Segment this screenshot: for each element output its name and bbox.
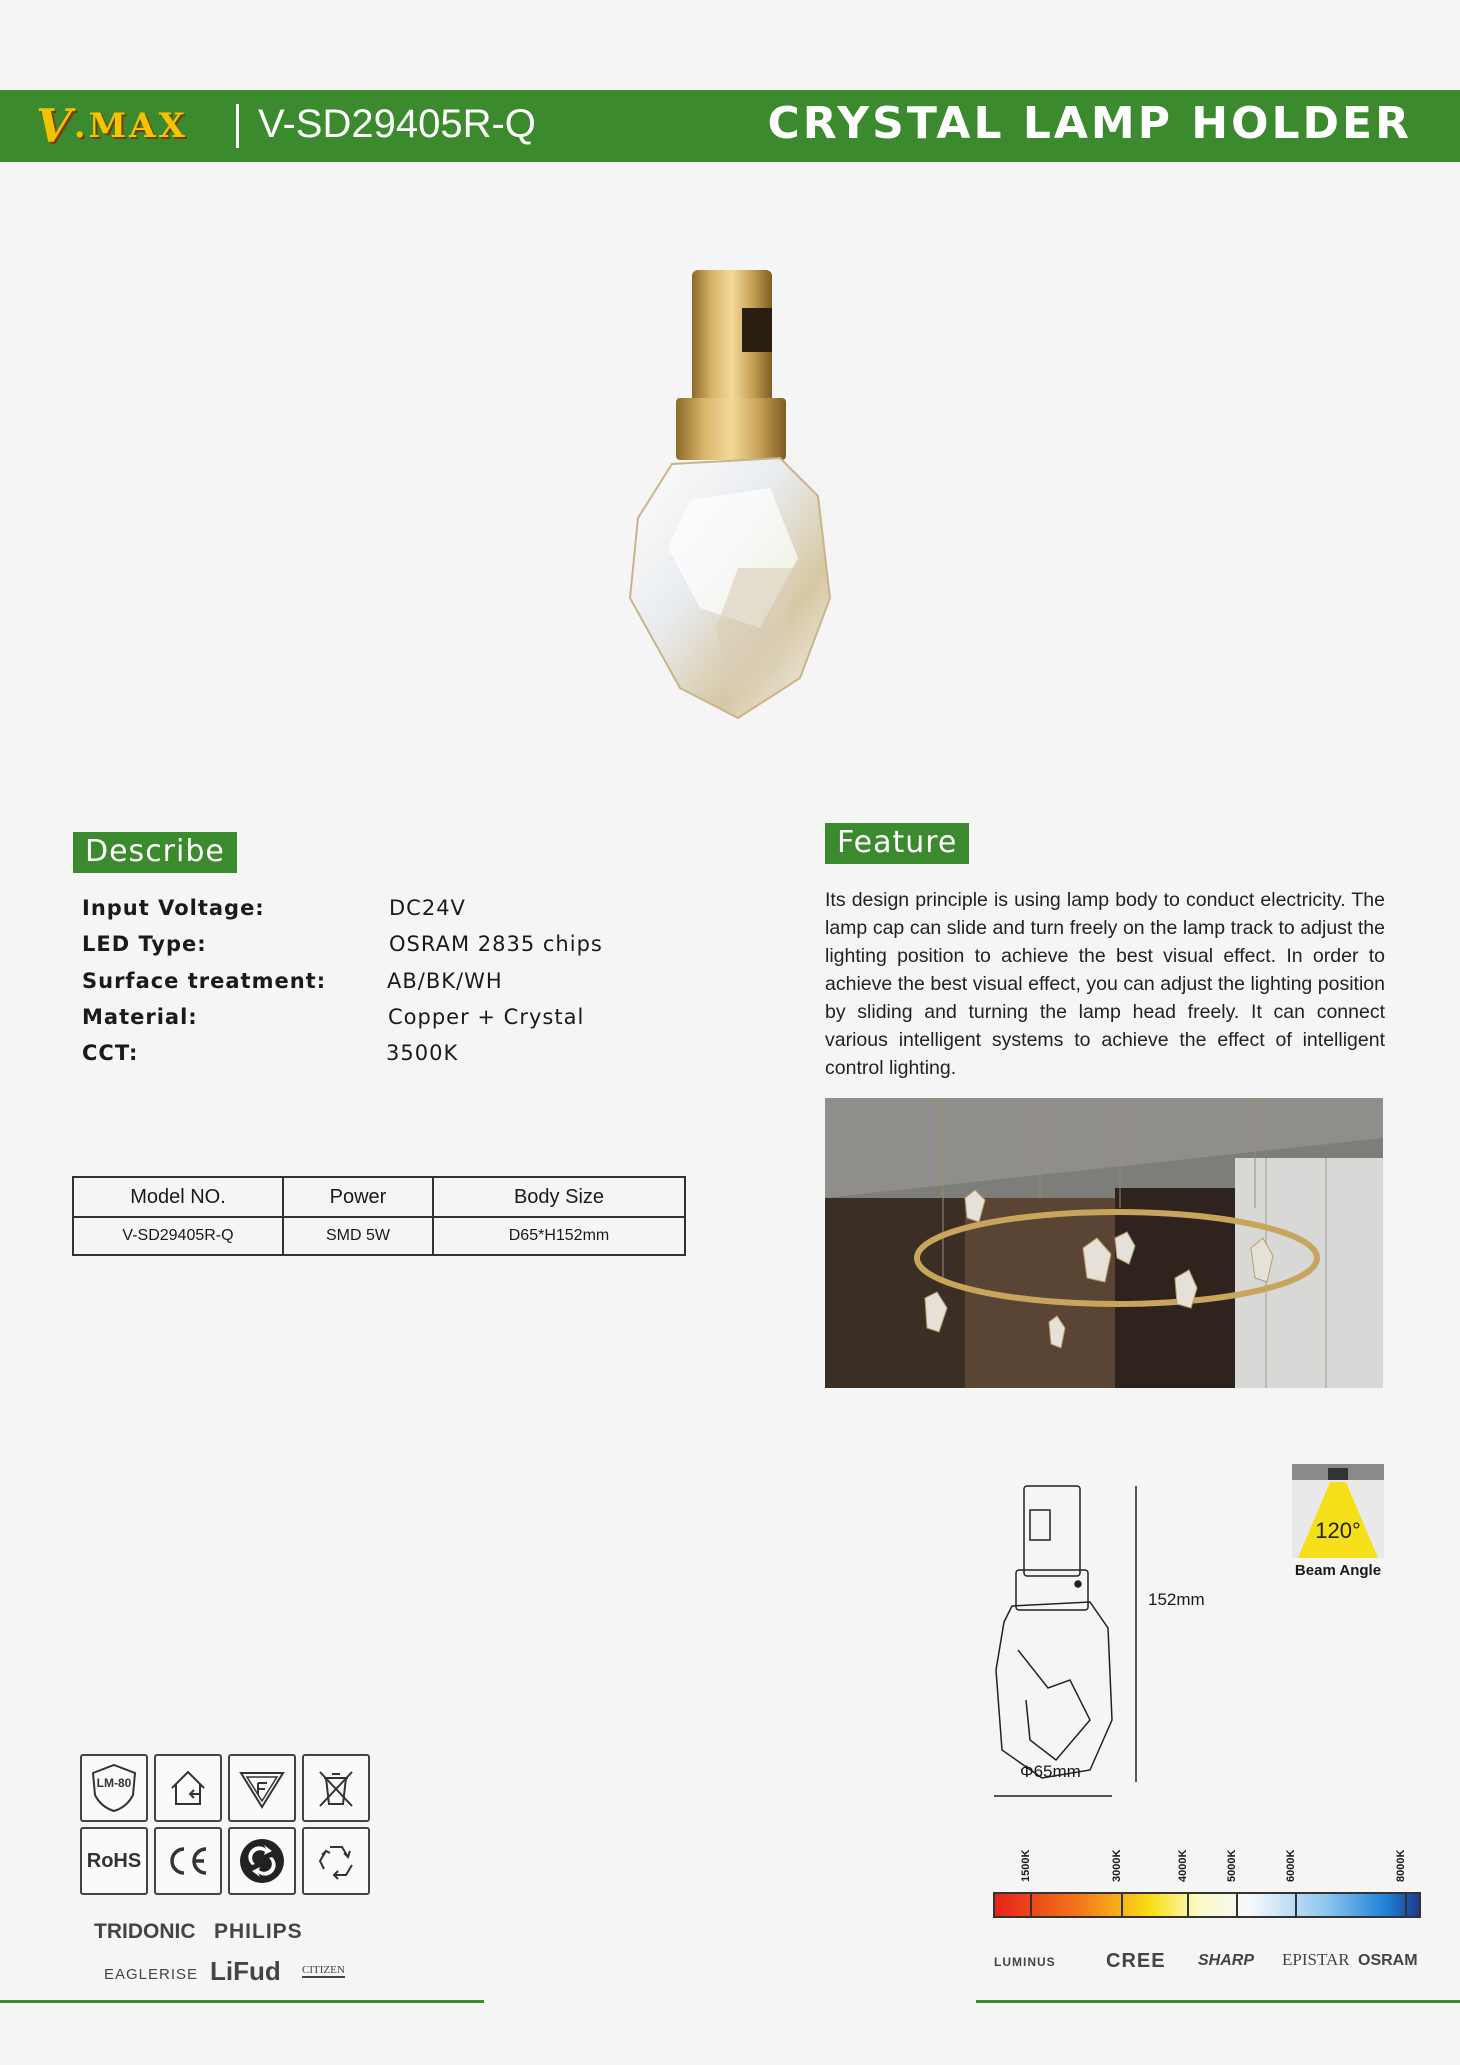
brand-philips: PHILIPS [214, 1920, 303, 1943]
model-number: V-SD29405R-Q [258, 102, 536, 146]
spec-label: LED Type: [82, 932, 207, 956]
logo-text: .MAX [73, 106, 188, 146]
brand-logo [36, 99, 188, 153]
cct-tick-label: 8000K [1395, 1849, 1407, 1882]
table-cell: D65*H152mm [433, 1217, 685, 1255]
indoor-use-badge [154, 1754, 222, 1822]
table-header-row [73, 1177, 685, 1217]
cct-marker [1405, 1892, 1407, 1918]
cct-tick [1226, 1842, 1246, 1882]
brand-lifud: LiFud [210, 1956, 281, 1986]
recycle-badge [302, 1827, 370, 1895]
cct-tick-label: 1500K [1020, 1849, 1032, 1882]
describe-heading: Describe [73, 832, 237, 873]
cct-marker [1121, 1892, 1123, 1918]
dimension-drawing [960, 1470, 1180, 1800]
table-row [73, 1217, 685, 1255]
table-cell: V-SD29405R-Q [73, 1217, 283, 1255]
brand-cree: CREE [1106, 1950, 1166, 1972]
cct-color-bar [993, 1892, 1421, 1918]
product-image [620, 268, 840, 728]
cct-tick [1111, 1842, 1131, 1882]
spec-value: OSRAM 2835 chips [389, 932, 603, 956]
footer-line-left [0, 2000, 484, 2003]
logo-mark: V [36, 99, 72, 153]
spec-value: Copper + Crystal [388, 1005, 585, 1029]
lm80-badge [80, 1754, 148, 1822]
ce-mark-icon [164, 1841, 212, 1881]
spec-value: 3500K [386, 1041, 459, 1065]
brand-osram: OSRAM [1358, 1952, 1418, 1969]
brand-tridonic: TRIDONIC [94, 1920, 196, 1943]
diameter-dimension: Φ65mm [1020, 1762, 1081, 1781]
spec-value: DC24V [389, 896, 466, 920]
spec-label: CCT: [82, 1041, 139, 1065]
f-mark-icon [237, 1763, 287, 1813]
brand-epistar: EPISTAR [1282, 1950, 1350, 1969]
spec-label: Surface treatment: [82, 969, 327, 993]
cct-tick [1020, 1842, 1040, 1882]
green-dot-icon [236, 1835, 288, 1887]
cct-marker [1030, 1892, 1032, 1918]
cct-tick-label: 5000K [1226, 1849, 1238, 1882]
beam-angle-value: 120° [1315, 1518, 1361, 1543]
brand-citizen: CITIZEN [302, 1964, 345, 1976]
cct-tick-label: 6000K [1285, 1849, 1297, 1882]
weee-badge [302, 1754, 370, 1822]
product-title: CRYSTAL LAMP HOLDER [767, 98, 1412, 149]
rohs-text: RoHS [86, 1849, 142, 1872]
rohs-badge [80, 1827, 148, 1895]
brand-sharp: SHARP [1198, 1952, 1255, 1969]
lm80-text: LM-80 [96, 1776, 132, 1790]
height-dimension: 152mm [1148, 1590, 1205, 1609]
feature-description: Its design principle is using lamp body to conduct electricity. The lamp cap can slide and turn freely on the lamp track to adjust the lighting position to achieve the best visual effect. In order to achieve the best visual effect, you can adjust the lighting position by sliding and turning the lamp head freely. It can connect various intelligent systems to achieve the effect of intelligent control lighting. [825, 889, 1385, 1079]
green-dot-badge [228, 1827, 296, 1895]
cct-tick [1395, 1842, 1415, 1882]
spec-value: AB/BK/WH [387, 969, 503, 993]
model-table [72, 1176, 686, 1256]
table-cell: SMD 5W [283, 1217, 433, 1255]
f-mark-badge [228, 1754, 296, 1822]
beam-angle-label: Beam Angle [1294, 1562, 1382, 1579]
cct-tick-label: 3000K [1111, 1849, 1123, 1882]
cct-marker [1236, 1892, 1238, 1918]
brand-eaglerise: EAGLERISE [104, 1966, 199, 1983]
installation-photo [825, 1098, 1383, 1388]
brand-luminus: LUMINUS [994, 1955, 1056, 1969]
cct-marker [1187, 1892, 1189, 1918]
crossed-bin-icon [314, 1766, 358, 1810]
column-header: Power [283, 1177, 433, 1217]
lm80-shield-icon [87, 1761, 141, 1815]
recycle-icon [312, 1837, 360, 1885]
cct-tick-label: 4000K [1177, 1849, 1189, 1882]
spec-label: Material: [82, 1005, 198, 1029]
column-header: Body Size [433, 1177, 685, 1217]
feature-heading: Feature [825, 823, 969, 864]
header-divider [236, 104, 239, 148]
column-header: Model NO. [73, 1177, 283, 1217]
ce-badge [154, 1827, 222, 1895]
cct-tick [1285, 1842, 1305, 1882]
house-icon [164, 1764, 212, 1812]
cct-marker [1295, 1892, 1297, 1918]
header-bar [0, 90, 1460, 162]
spec-label: Input Voltage: [82, 896, 265, 920]
cct-tick [1177, 1842, 1197, 1882]
footer-line-right [976, 2000, 1460, 2003]
